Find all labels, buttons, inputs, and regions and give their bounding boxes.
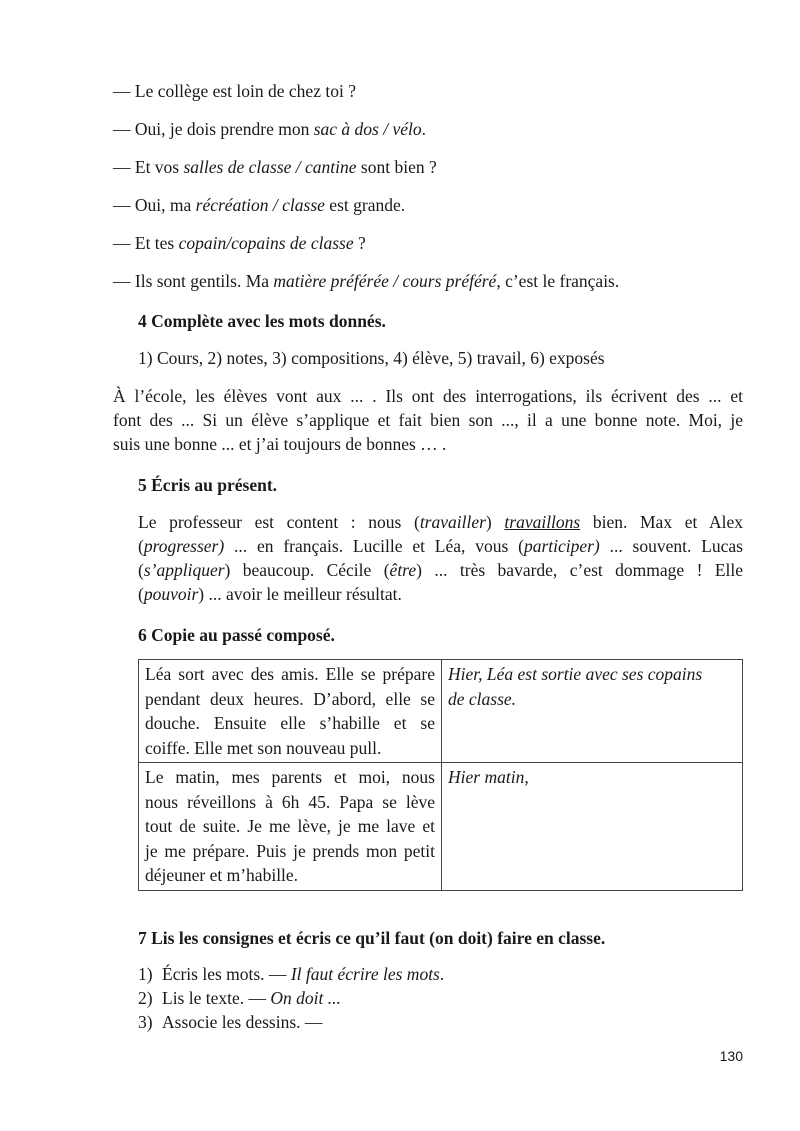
text-segment: est grande. xyxy=(324,195,406,215)
answer-cell xyxy=(442,660,743,763)
text-segment: ) ... avoir le meilleur résultat. xyxy=(198,584,402,604)
cell-line: douche. Ensuite elle s’habille et se xyxy=(145,713,435,733)
text-segment: Écris les mots. — xyxy=(162,964,291,984)
text-segment: — Oui, je dois prendre mon xyxy=(113,119,314,139)
text-segment: ( xyxy=(138,584,144,604)
exercise-4-line: suis une bonne ... et j’ai toujours de bonnes … . xyxy=(113,434,447,454)
table-row xyxy=(139,763,743,891)
italic-segment: On doit ... xyxy=(270,988,341,1008)
italic-segment: s’appliquer xyxy=(143,560,225,580)
exercise-4-line: font des ... Si un élève s’applique et fait bien son ..., il a une bonne note. Moi, je xyxy=(113,410,743,430)
list-item xyxy=(138,962,743,986)
dialogue-line xyxy=(113,231,713,255)
text-segment: — Ils sont gentils. Ma xyxy=(113,271,274,291)
italic-segment: progresser) xyxy=(143,536,225,556)
table-row xyxy=(139,660,743,763)
exercise-4-word-bank: 1) Cours, 2) notes, 3) compositions, 4) élève, 5) travail, 6) exposés xyxy=(138,348,605,368)
exercise-5-line xyxy=(138,558,743,582)
text-segment: — Et tes xyxy=(113,233,179,253)
cell-line: Hier, Léa est sortie avec ses copains xyxy=(448,664,703,684)
text-segment: , c’est le français. xyxy=(496,271,620,291)
text-segment: sont bien ? xyxy=(356,157,437,177)
italic-segment: copain/copains de classe xyxy=(178,233,354,253)
cell-line: déjeuner et m’habille. xyxy=(145,865,299,885)
dialogue-line xyxy=(113,155,713,179)
list-item xyxy=(138,986,743,1010)
present-text-cell xyxy=(139,763,442,891)
cell-line: je me prépare. Puis je prends mon petit xyxy=(145,840,435,861)
italic-segment: salles de classe / cantine xyxy=(183,157,357,177)
exercise-5-line xyxy=(138,582,743,606)
list-item xyxy=(138,1010,743,1034)
text-segment: Associe les dessins. — xyxy=(162,1012,323,1032)
exercise-5-text xyxy=(138,510,743,606)
italic-segment: pouvoir xyxy=(143,584,199,604)
text-segment: ( xyxy=(138,536,144,556)
exercise-7-heading: 7 Lis les consignes et écris ce qu’il faut (on doit) faire en classe. xyxy=(138,928,606,948)
item-number: 2) xyxy=(138,988,153,1008)
text-segment: ? xyxy=(353,233,366,253)
cell-line: Hier matin, xyxy=(448,767,529,787)
text-segment: ) ... très bavarde, c’est dommage ! Elle xyxy=(416,560,744,580)
italic-segment: être xyxy=(389,560,417,580)
dialogue-line xyxy=(113,193,713,217)
text-segment: — Et vos xyxy=(113,157,184,177)
exercise-7-list xyxy=(138,962,743,1034)
italic-segment: récréation / classe xyxy=(195,195,325,215)
text-segment: Le professeur est content : nous ( xyxy=(138,512,420,532)
italic-segment: matière préférée / cours préféré xyxy=(273,271,497,291)
italic-segment: Il faut écrire les mots xyxy=(290,964,440,984)
dialogue-line xyxy=(113,79,713,103)
cell-line: nous réveillons à 6h 45. Papa se lève xyxy=(145,791,435,812)
cell-line: de classe. xyxy=(448,688,517,709)
exercise-4-heading: 4 Complète avec les mots donnés. xyxy=(138,311,386,331)
cell-line: Léa sort avec des amis. Elle se prépare xyxy=(145,664,435,684)
text-segment: . xyxy=(439,964,445,984)
text-segment: Lis le texte. — xyxy=(162,988,271,1008)
text-segment: ( xyxy=(138,560,144,580)
text-segment: — Oui, ma xyxy=(113,195,196,215)
italic-segment: participer) xyxy=(523,536,600,556)
exercise-6-table xyxy=(138,659,743,891)
page-number: 130 xyxy=(719,1048,743,1064)
cell-line: coiffe. Elle met son nouveau pull. xyxy=(145,737,382,758)
exercise-5-line xyxy=(138,534,743,558)
cell-line: tout de suite. Je me lève, je me lave et xyxy=(145,816,435,836)
text-segment: bien. Max et Alex xyxy=(580,512,744,532)
item-number: 3) xyxy=(138,1012,153,1032)
text-segment: — Le collège est loin de chez toi ? xyxy=(113,81,356,101)
item-number: 1) xyxy=(138,964,153,984)
exercise-4-line: À l’école, les élèves vont aux ... . Ils ont des interrogations, ils écrivent des ... et xyxy=(113,386,743,406)
exercise-6-heading: 6 Copie au passé composé. xyxy=(138,625,335,645)
text-segment: ... souvent. Lucas xyxy=(599,536,743,556)
exercise-4-text xyxy=(113,384,743,456)
exercise-5-line xyxy=(138,510,743,534)
italic-segment: travailler xyxy=(419,512,486,532)
exercise-5-heading: 5 Écris au présent. xyxy=(138,475,278,495)
dialogue-line xyxy=(113,117,713,141)
dialogue-line xyxy=(113,269,713,293)
text-segment: . xyxy=(421,119,427,139)
text-segment: ... en français. Lucille et Léa, vous ( xyxy=(224,536,524,556)
answer-cell xyxy=(442,763,743,891)
cell-line: pendant deux heures. D’abord, elle se xyxy=(145,688,435,709)
cell-line: Le matin, mes parents et moi, nous xyxy=(145,767,435,787)
text-segment: ) xyxy=(485,512,505,532)
text-segment: ) beaucoup. Cécile ( xyxy=(224,560,390,580)
italic-segment: travaillons xyxy=(504,512,581,532)
present-text-cell xyxy=(139,660,442,763)
italic-segment: sac à dos / vélo xyxy=(313,119,422,139)
